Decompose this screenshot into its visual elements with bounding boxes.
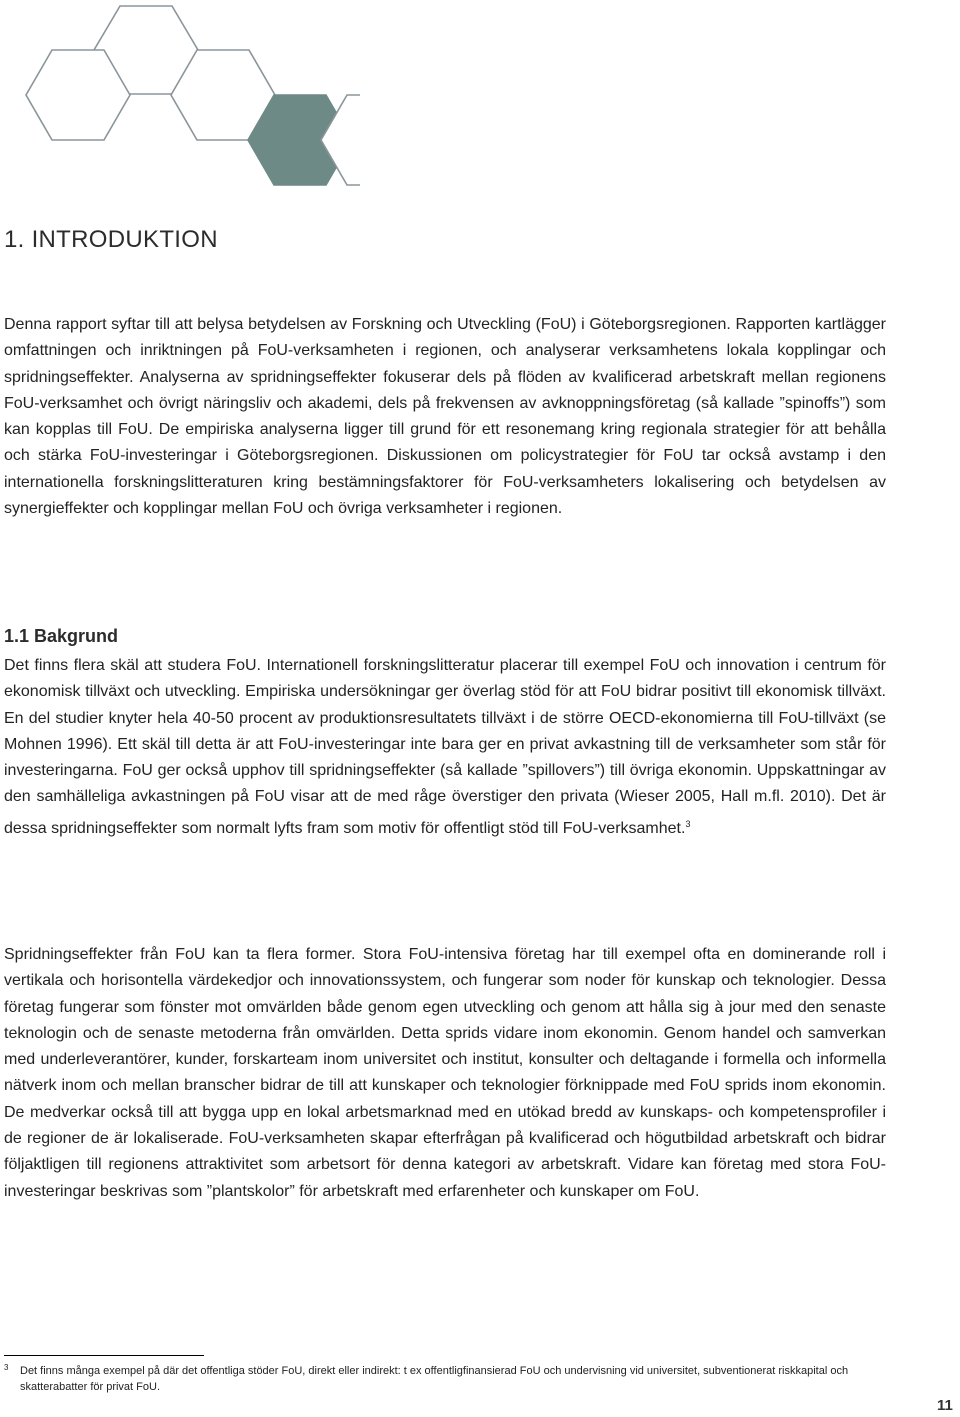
page-number: 11 xyxy=(937,1397,953,1414)
subsection-heading: 1.1 Bakgrund xyxy=(4,626,119,646)
paragraph-text: Det finns flera skäl att studera FoU. Internationell forskningslitteratur placerar till exempel FoU och innovation i centrum för ekonomisk tillväxt och utveckling. Empiriska undersökningar ger överlag stöd för att FoU bidrar positivt till ekonomisk tillväxt. En del studier knyter hela 40-50 procent av produktionsresultatets tillväxt i de större OECD-ekonomierna till FoU-tillväxt (se Mohnen 1996). Ett skäl till detta är att FoU-investeringar inte bara ger en privat avkastning till de verksamheter som står för investeringarna. FoU ger också upphov till spridningseffekter (så kallade ”spillovers”) till övriga ekonomin. Uppskattningar av den samhälleliga avkastningen på FoU visar att de med råge överstiger den privata (Wieser 2005, Hall m.fl. 2010). Det är dessa spridningseffekter som normalt lyfts fram som motiv för offentligt stöd till FoU-verksamhet. xyxy=(4,657,886,837)
footnote-divider xyxy=(4,1355,204,1356)
footnote-text: Det finns många exempel på där det offentliga stöder FoU, direkt eller indirekt: t ex offentligfinansierad FoU och undervisning vid universitet, subventionerat riskkapital och skatterabatter för privat FoU. xyxy=(20,1365,849,1393)
hexagon-decoration xyxy=(0,0,360,200)
intro-paragraph: Denna rapport syftar till att belysa betydelsen av Forskning och Utveckling (FoU) i Göteborgsregionen. Rapporten kartlägger omfattningen och inriktningen på FoU-verksamheten i regionen, och analyserar verksamhetens lokala kopplingar och spridningseffekter. Analyserna av spridningseffekter fokuserar dels på flöden av kvalificerad arbetskraft mellan regionens FoU-verksamhet och övrigt näringsliv och akademi, dels på frekvensen av avknoppningsföretag (så kallade ”spinoffs”) som kan kopplas till FoU. De empiriska analyserna ligger till grund för ett resonemang kring regionala strategier för att behålla och stärka FoU-investeringar i Göteborgsregionen. Diskussionen om policystrategier för FoU tar också avstamp i den internationella forskningslitteraturen kring bestämningsfaktorer för FoU-verksamheters lokalisering och betydelsen av synergieffekter och kopplingar mellan FoU och övriga verksamheter i regionen. xyxy=(4,316,886,518)
footnote-reference[interactable]: 3 xyxy=(685,818,691,829)
footnote-number: 3 xyxy=(4,1363,9,1372)
section-heading: 1. INTRODUKTION xyxy=(4,226,218,253)
background-paragraph-2: Spridningseffekter från FoU kan ta flera former. Stora FoU-intensiva företag har till exempel ofta en dominerande roll i vertikala och horisontella värdekedjor och innovationssystem, och fungerar som noder för kunskap och teknologier. Dessa företag fungerar som fönster mot omvärlden både genom egen utveckling och genom att hålla sig à jour med den senaste teknologin och de senaste metoderna från omvärlden. Detta sprids vidare inom ekonomin. Genom handel och samverkan med underleverantörer, kunder, forskarteam inom universitet och institut, konsulter och deltagande i formella och informella nätverk inom och mellan branscher bidrar de till att kunskaper och teknologier förknippade med FoU sprids inom ekonomin. De medverkar också till att bygga upp en lokal arbetsmarknad med en utökad bredd av kunskaps- och kompetensprofiler i de regioner de är lokaliserade. FoU-verksamheten skapar efterfrågan på kvalificerad och högutbildad arbetskraft och bidrar följaktligen till regionens attraktivitet som arbetsort för denna kategori av arbetskraft. Vidare kan företag med stora FoU-investeringar beskrivas som ”plantskolor” för arbetskraft med erfarenheter och kunskaper om FoU. xyxy=(4,946,886,1200)
background-paragraph-1 xyxy=(4,653,886,842)
